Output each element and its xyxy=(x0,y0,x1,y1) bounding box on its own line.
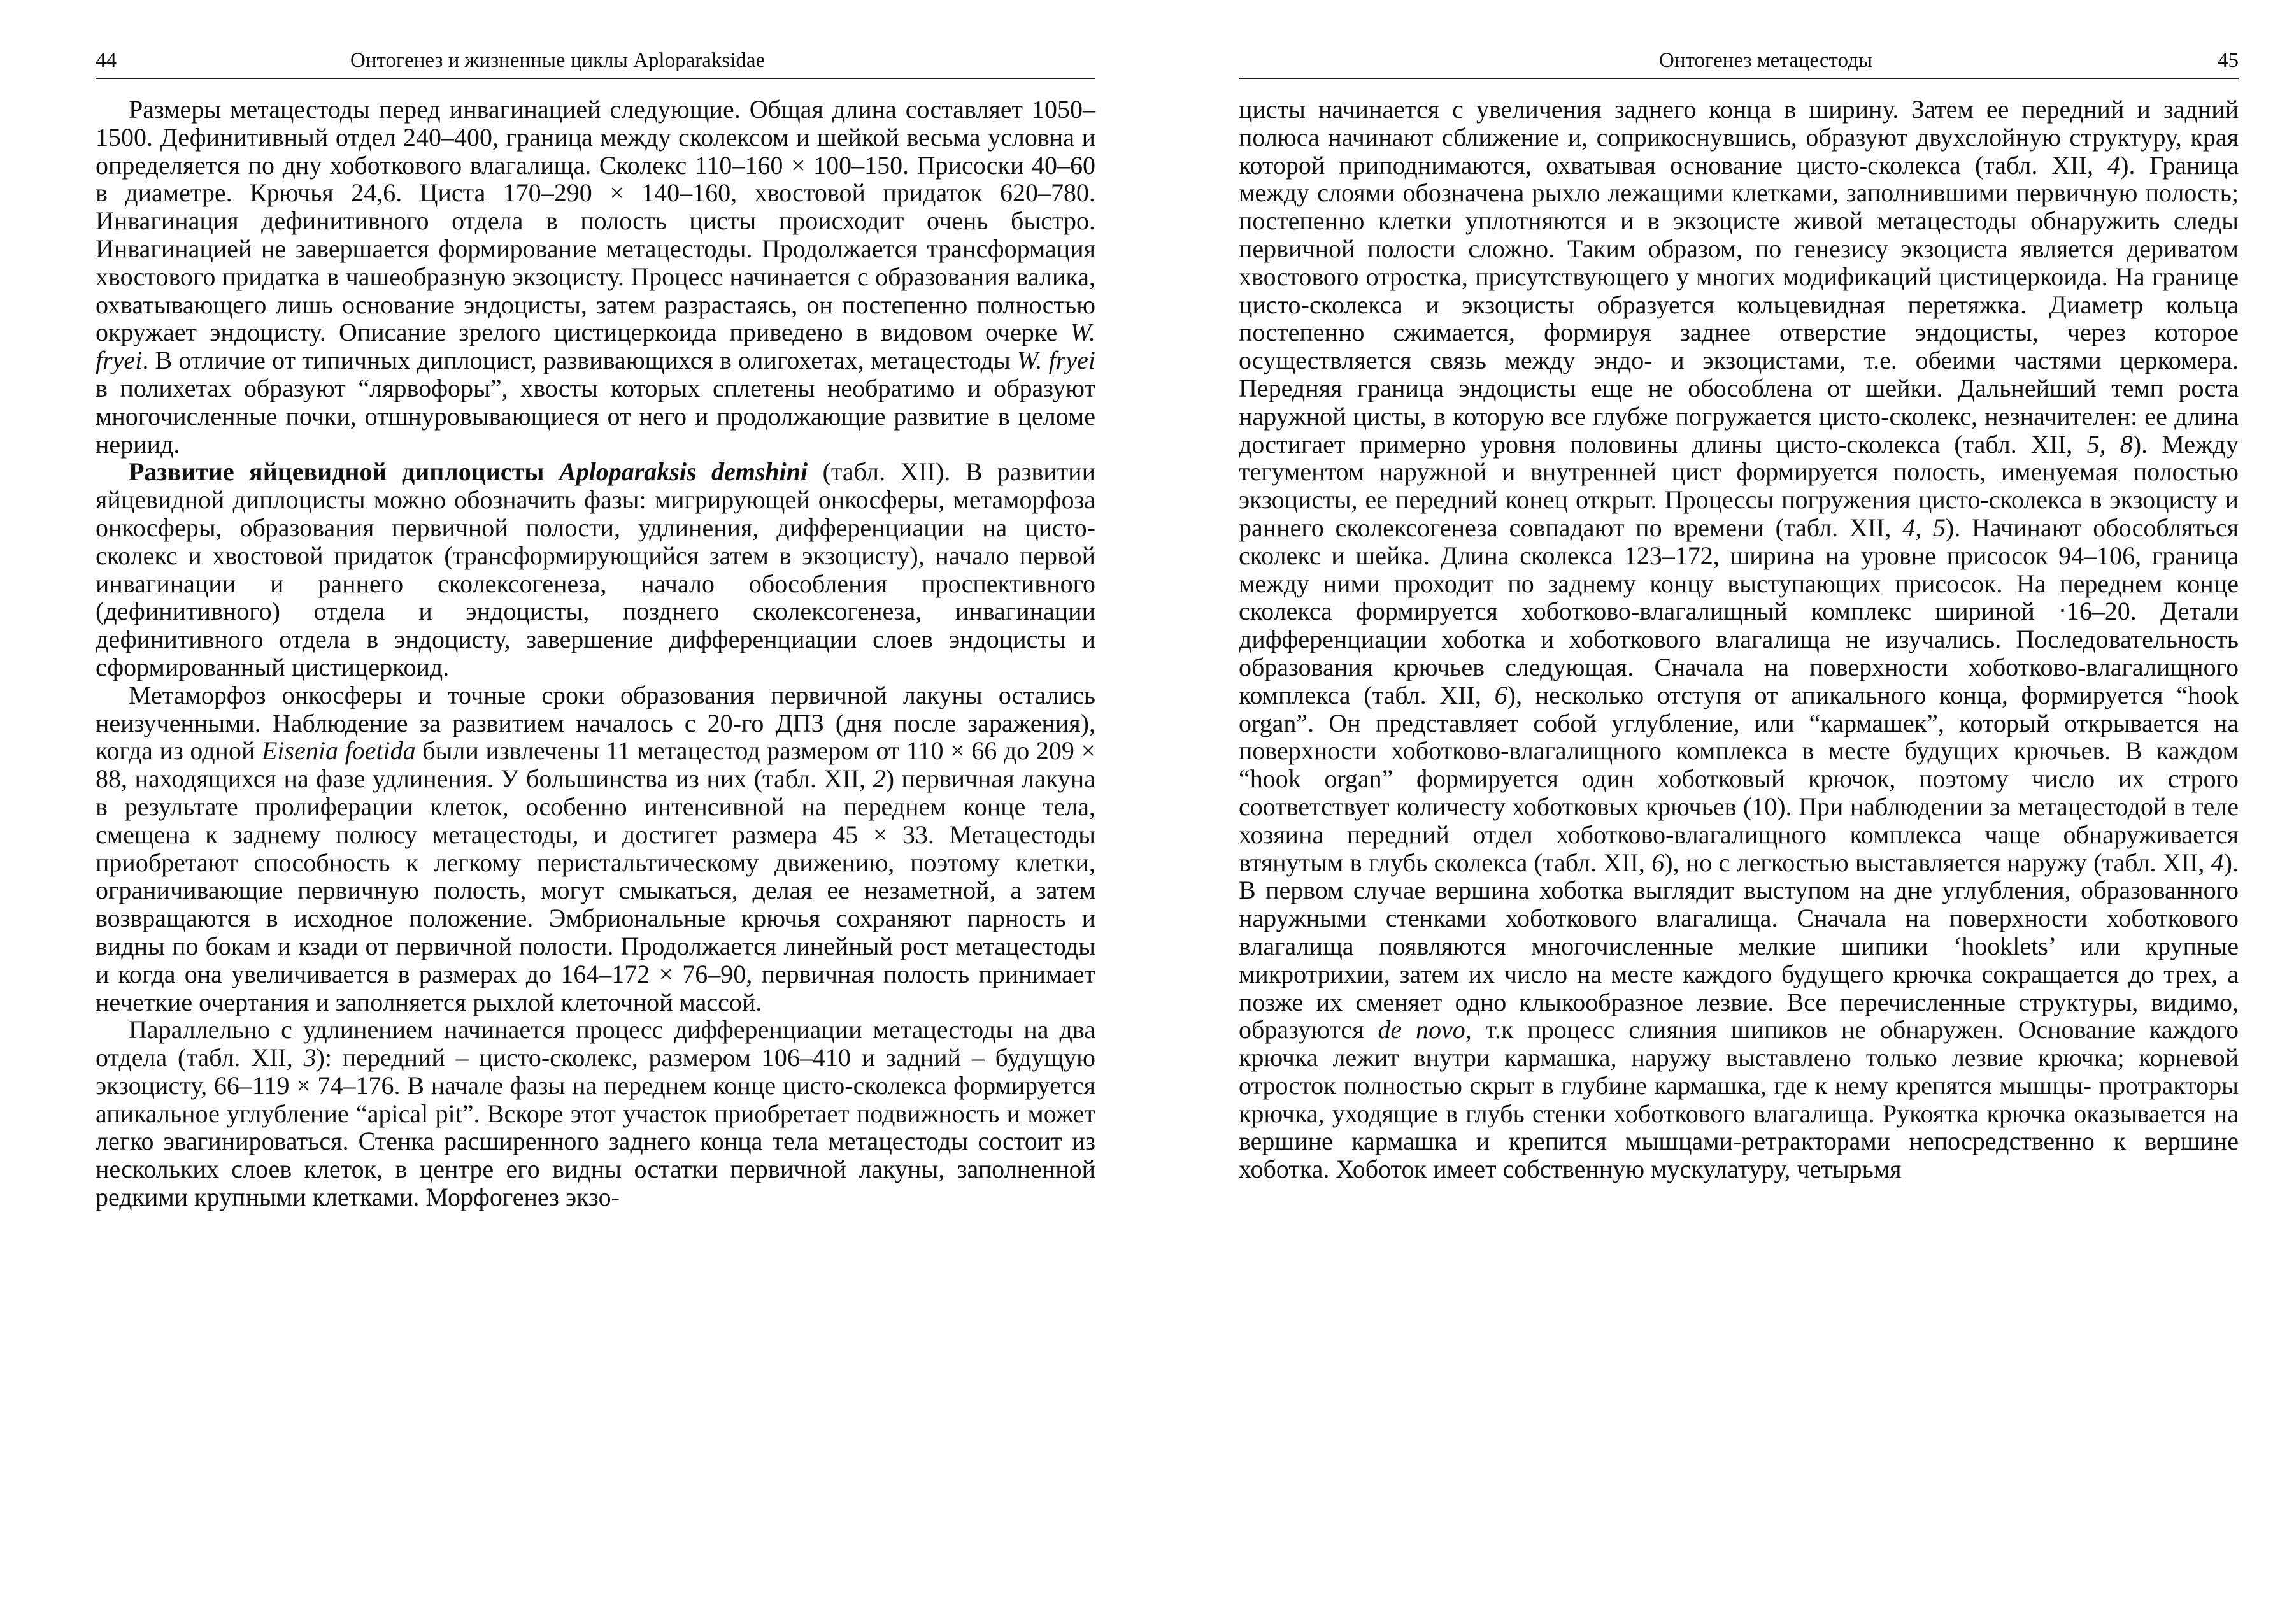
figure-ref: 2 xyxy=(873,764,886,794)
species-name: W. fryei xyxy=(1016,346,1095,375)
figure-ref: 6 xyxy=(1494,680,1507,709)
running-head xyxy=(1239,42,2239,79)
running-head xyxy=(96,42,1095,79)
body-text xyxy=(1239,96,2239,1183)
paragraph: Размеры метацестоды перед инвагинацией следующие. Общая длина составляет 1050–1500. Дефинитивный отдел 240–400, граница между сколексом и шейкой весьма условна и определяется по дну хоботкового влагалища. Сколекс 110–160 × 100–150. Присоски 40–60 в диаметре. Крючья 24,6. Циста 170–290 × 140–160, хвостовой придаток 620–780. Инвагинация дефинитивного отдела в полость цисты происходит очень быстро. Инвагинацией не завершается формирование метацестоды. Продолжается трансформация хвостового придатка в чашеобразную экзоцисту. Процесс начинается с образования валика, охватывающего лишь основание эндоцисты, затем разрастаясь, он постепенно полностью окружает эндоцисту. Описание зрелого цистицеркоида приведено в видовом очерке W. fryei. В отличие от типичных диплоцист, развивающихся в олигохетах, метацестоды W. fryei в полихетах образуют “лярвофоры”, хвосты которых сплетены необратимо и образуют многочисленные почки, отшнуровывающиеся от него и продолжающие развитие в целоме нериид. xyxy=(96,95,1095,459)
figure-ref: 4, 5 xyxy=(1902,513,1946,542)
running-title: Онтогенез и жизненные циклы Aploparaksidae xyxy=(350,49,766,72)
figure-ref: 5, 8 xyxy=(2086,429,2133,459)
figure-ref: 6 xyxy=(1651,848,1665,877)
figure-ref: 4 xyxy=(2107,150,2121,180)
figure-ref: 4 xyxy=(2211,848,2224,877)
species-name: W. fryei xyxy=(96,318,1095,375)
right-page xyxy=(1140,0,2280,1624)
page-number: 45 xyxy=(2218,49,2239,72)
header-rule xyxy=(1239,78,2239,79)
paragraph: Развитие яйцевидной диплоцисты Aploparaksis demshini (табл. XII). В развитии яйцевидной диплоцисты можно обозначить фазы: мигрирующей онкосферы, метаморфоза онкосферы, образования первичной полости, удлинения, дифференциации на цисто-сколекс и хвостовой придаток (трансформирующийся затем в экзоцисту), начало первой инвагинации и раннего сколексогенеза, начало обособления проспективного (дефинитивного) отдела и эндоцисты, позднего сколексогенеза, инвагинации дефинитивного отдела в эндоцисту, завершение дифференциации слоев эндоцисты и сформированный цистицеркоид. xyxy=(96,457,1095,681)
paragraph: цисты начинается с увеличения заднего конца в ширину. Затем ее передний и задний полюса начинают сближение и, соприкоснувшись, образуют двухслойную структуру, края которой приподнимаются, охватывая основание цисто-сколекса (табл. XII, 4). Граница между слоями обозначена рыхло лежащими клетками, заполнившими первичную полость; постепенно клетки уплотняются и в экзоцисте живой метацестоды обнаружить следы первичной полости сложно. Таким образом, по генезису экзоциста является дериватом хвостового отростка, присутствующего у многих модификаций цистицеркоида. На границе цисто-сколекса и экзоцисты образуется кольцевидная перетяжка. Диаметр кольца постепенно сжимается, формируя заднее отверстие эндоцисты, через которое осуществляется связь между эндо- и экзоцистами, т.е. обеими частями церкомера. Передняя граница эндоцисты еще не обособлена от шейки. Дальнейший темп роста наружной цисты, в которую все глубже погружается цисто-сколекс, незначителен: ее длина достигает примерно уровня половины длины цисто-сколекса (табл. XII, 5, 8). Между тегументом наружной и внутренней цист формируется полость, именуемая полостью экзоцисты, ее передний конец открыт. Процессы погружения цисто-сколекса в экзоцисту и раннего сколексогенеза совпадают по времени (табл. XII, 4, 5). Начинают обособляться сколекс и шейка. Длина сколекса 123–172, ширина на уровне присосок 94–106, граница между ними проходит по заднему концу выступающих присосок. На переднем конце сколекса формируется хоботково-влагалищный комплекс шириной ‧16–20. Детали дифференциации хоботка и хоботкового влагалища не изучались. Последовательность образования крючьев следующая. Сначала на поверхности хоботково-влагалищного комплекса (табл. XII, 6), несколько отступя от апикального конца, формируется “hook organ”. Он представляет собой углубление, или “кармашек”, который открывается на поверхности хоботково-влагалищного комплекса в месте будущих крючьев. В каждом “hook organ” формируется один хоботковый крючок, поэтому число их строго соответствует количесту хоботковых крючьев (10). При наблюдении за метацестодой в теле хозяина передний отдел хоботково-влагалищного комплекса чаще обнаруживается втянутым в глубь сколекса (табл. XII, 6), но с легкостью выставляется наружу (табл. XII, 4). В первом случае вершина хоботка выглядит выступом на дне углубления, образованного наружными стенками хоботкового влагалища. Сначала на поверхности хоботкового влагалища появляются многочисленные мелкие шипики ‘hooklets’ или крупные микротрихии, затем их число на месте каждого будущего крючка сокращается до трех, а позже их сменяет одно клыкообразное лезвие. Все перечисленные структуры, видимо, образуются de novo, т.к процесс слияния шипиков не обнаружен. Основание каждого крючка лежит внутри кармашка, наружу выставлено только лезвие крючка; корневой отросток полностью скрыт в глубине кармашка, где к нему крепятся мышцы- протракторы крючка, уходящие в глубь стенки хоботкового влагалища. Рукоятка крючка оказывается на вершине кармашка и крепится мышцами-ретракторами непосредственно к вершине хоботка. Хоботок имеет собственную мускулатуру, четырьмя xyxy=(1239,95,2239,1184)
paragraph: Метаморфоз онкосферы и точные сроки образования первичной лакуны остались неизученными. Наблюдение за развитием началось с 20-го ДПЗ (дня после заражения), когда из одной Eisenia foetida были извлечены 11 метацестод размером от 110 × 66 до 209 × 88, находящихся на фазе удлинения. У большинства из них (табл. XII, 2) первичная лакуна в результате пролиферации клеток, особенно интенсивной на переднем конце тела, смещена к заднему полюсу метацестоды, и достигет размера 45 × 33. Метацестоды приобретают способность к легкому перистальтическому движению, поэтому клетки, ограничивающие первичную полость, могут смыкаться, делая ее незаметной, а затем возвращаются в исходное положение. Эмбриональные крючья сохраняют парность и видны по бокам и кзади от первичной полости. Продолжается линейный рост метацестоды и когда она увеличивается в размерах до 164–172 × 76–90, первичная полость принимает нечеткие очертания и заполняется рыхлой клеточной массой. xyxy=(96,680,1095,1016)
section-heading: Развитие яйцевидной диплоцисты xyxy=(129,457,559,487)
body-text xyxy=(96,96,1095,1211)
species-name: Aploparaksis demshini xyxy=(559,457,808,487)
latin-term: de novo xyxy=(1378,1015,1465,1044)
species-name: Eisenia foetida xyxy=(261,736,416,766)
page-number: 44 xyxy=(96,49,117,72)
header-rule xyxy=(96,78,1095,79)
running-title: Онтогенез метацестоды xyxy=(1659,49,1872,72)
paragraph: Параллельно с удлинением начинается процесс дифференциации метацестоды на два отдела (табл. XII, 3): передний – цисто-сколекс, размером 106–410 и задний – будущую экзоцисту, 66–119 × 74–176. В начале фазы на переднем конце цисто-сколекса формируется апикальное углубление “apical pit”. Вскоре этот участок приобретает подвижность и может легко эвагинироваться. Стенка расширенного заднего конца тела метацестоды состоит из нескольких слоев клеток, в центре его видны остатки первичной лакуны, заполненной редкими крупными клетками. Морфогенез экзо- xyxy=(96,1015,1095,1212)
figure-ref: 3 xyxy=(303,1043,317,1072)
